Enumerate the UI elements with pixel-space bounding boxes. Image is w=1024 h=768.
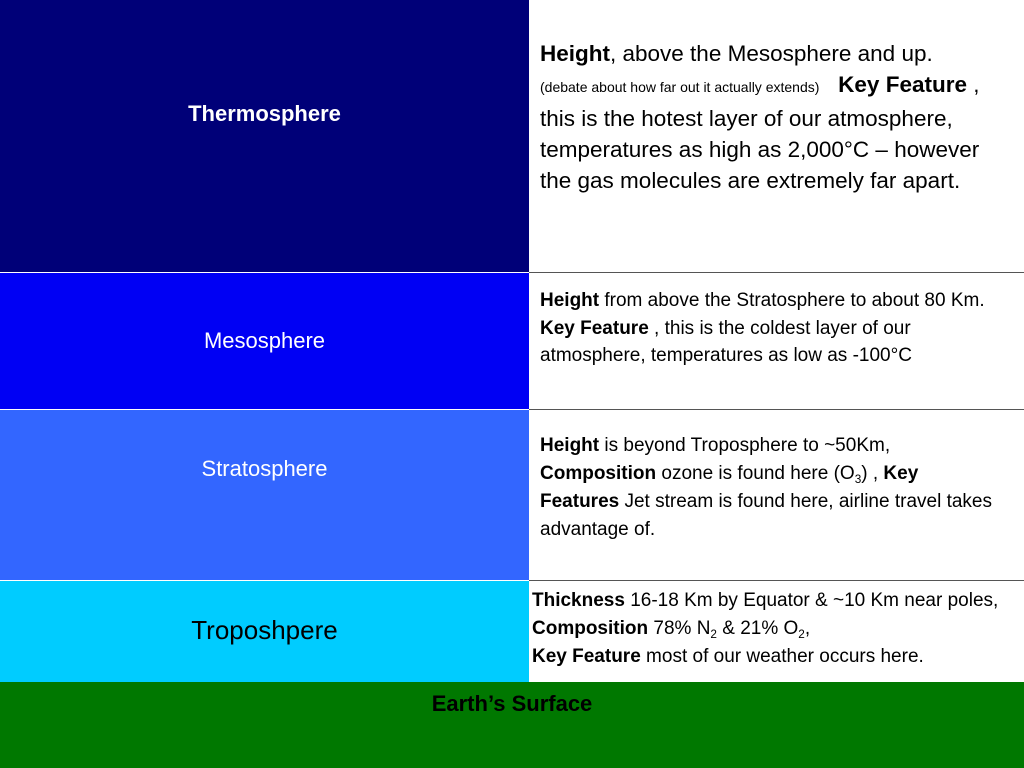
earth-surface-label: Earth’s Surface [431,691,593,716]
height-label: Height [540,290,600,311]
key-feature-label: Key Feature [838,72,967,97]
key-feature-text: most of our weather occurs here. [640,646,924,667]
composition-text: 78% N [648,618,711,639]
height-text: is beyond Troposphere to ~50Km, [599,435,891,456]
stratosphere-name-box [0,410,529,528]
oxygen-subscript: 2 [798,628,805,642]
key-features-label: Key Features [540,463,919,512]
troposphere-description [529,581,1024,682]
composition-text: , [804,618,811,639]
thermosphere-name-box [0,0,529,228]
stratosphere-description [529,410,1024,580]
thermosphere-description [529,0,1024,272]
mesosphere-band [0,273,529,409]
ozone-subscript: 3 [854,473,862,487]
debate-note: (debate about how far out it actually extends) [540,79,820,95]
troposphere-name: Troposhpere [191,614,338,645]
nitrogen-subscript: 2 [710,628,717,642]
stratosphere-name: Stratosphere [201,456,328,481]
thickness-label: Thickness [532,590,625,611]
thickness-text: 16-18 Km by Equator & ~10 Km near poles, [624,590,999,611]
stratosphere-row [0,410,1024,580]
mesosphere-row [0,273,1024,409]
composition-label: Composition [540,463,657,484]
troposphere-row [0,581,1024,682]
composition-text: ozone is found here (O [656,463,855,484]
key-feature-label: Key Feature [532,646,641,667]
composition-label: Composition [532,618,649,639]
composition-end: ) , [861,463,884,484]
mesosphere-name: Mesosphere [203,328,326,353]
key-feature-text: , this is the hotest layer of our atmosphere, temperatures as high as 2,000°C – however the gas molecules are extremely far apart. [540,72,980,193]
height-text: , above the Mesosphere and up. [610,41,933,66]
height-label: Height [540,41,610,66]
thermosphere-row [0,0,1024,272]
composition-text: & 21% O [716,618,799,639]
troposphere-name-box [0,581,529,679]
key-feature-label: Key Feature [540,317,649,339]
height-text: from above the Stratosphere to about 80 Km. [599,290,985,311]
height-label: Height [540,435,600,456]
earth-surface-band [0,682,1024,768]
key-features-text: Jet stream is found here, airline travel takes advantage of. [540,491,992,540]
key-feature-text: , this is the coldest layer of our atmosphere, temperatures as low as -100°C [540,317,912,366]
thermosphere-name: Thermosphere [188,101,341,126]
mesosphere-description [529,273,1024,409]
